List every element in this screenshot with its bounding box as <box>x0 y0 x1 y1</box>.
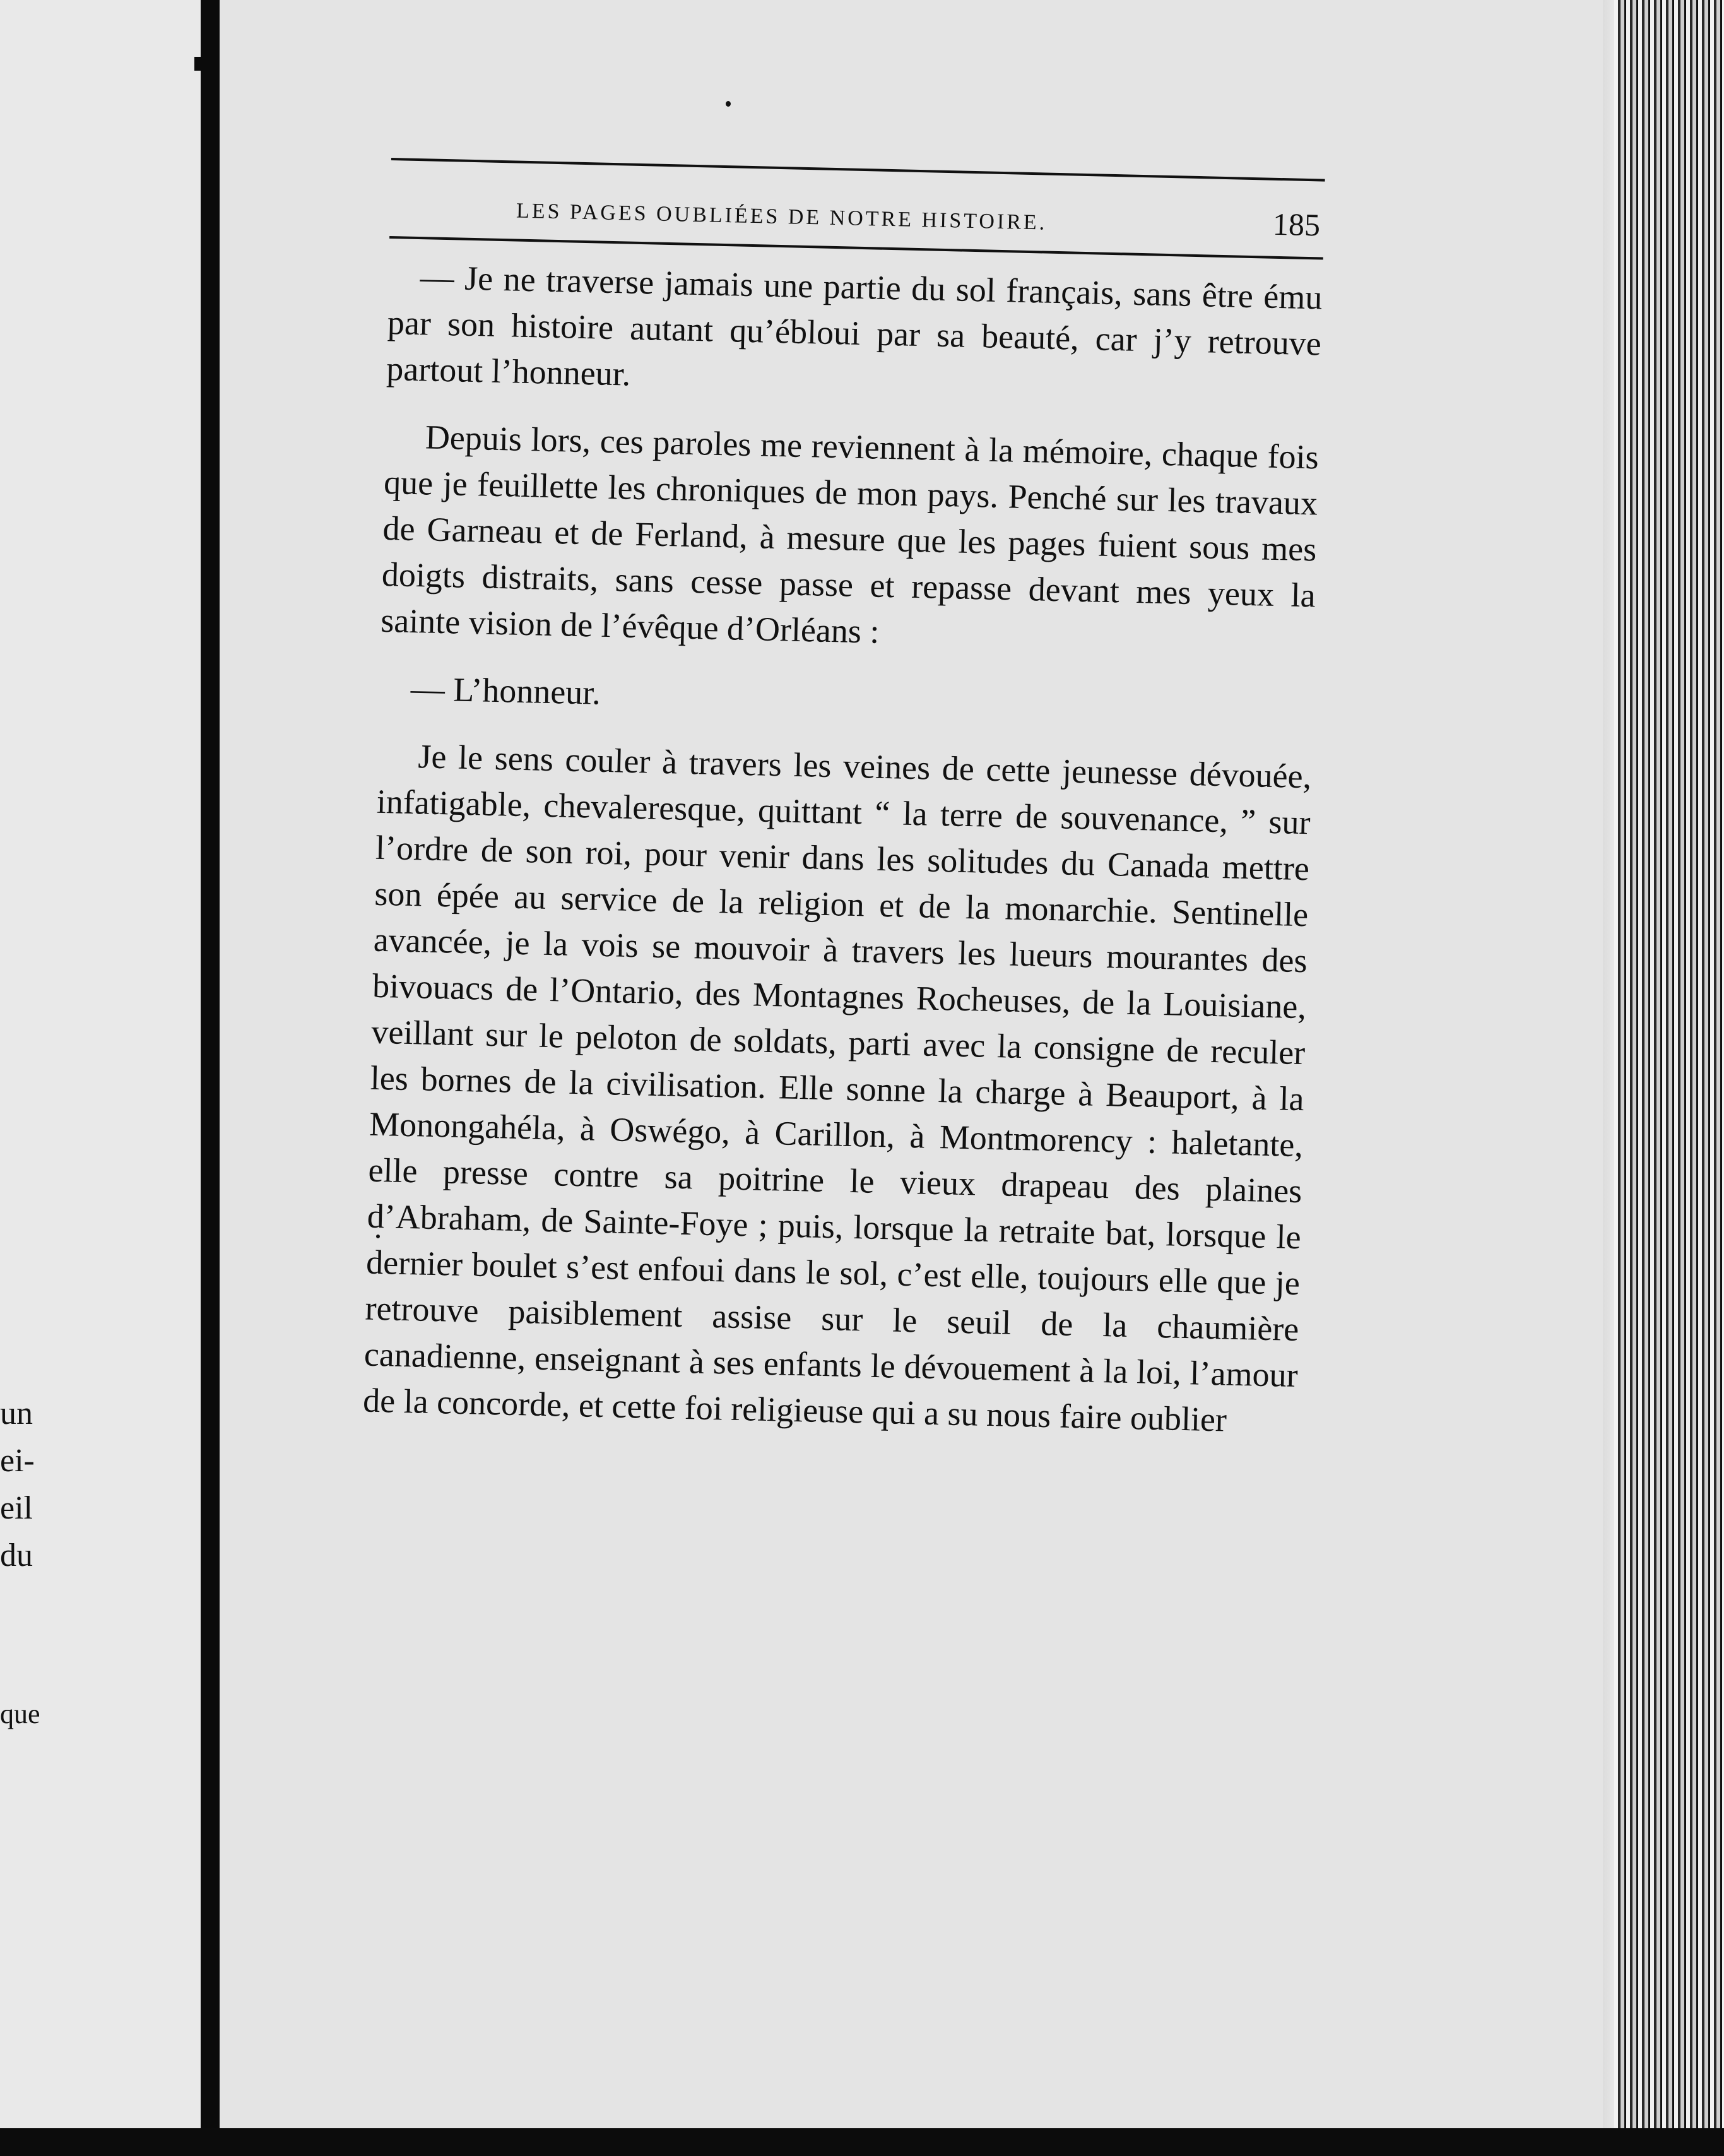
body-text <box>362 254 1323 1445</box>
paragraph: Depuis lors, ces paroles me reviennent à la mémoire, chaque fois que je feuillette les chroniques de mon pays. Penché sur les travaux de Garneau et de Ferland, à mesure que les pages fuient sous mes doigts distraits, sans cesse passe et repasse devant mes yeux la sainte vision de l’évêque d’Orléans : <box>380 418 1320 651</box>
running-head: LES PAGES OUBLIÉES DE NOTRE HISTOIRE. <box>516 199 1048 235</box>
gutter-notch <box>194 57 212 71</box>
page-content <box>362 158 1325 1466</box>
left-page-fragment: eil <box>0 1490 33 1526</box>
paragraph: — L’honneur. <box>410 669 601 712</box>
bottom-shadow <box>0 2128 1724 2156</box>
left-page-fragment: que <box>0 1698 40 1729</box>
left-facing-page <box>0 0 201 2156</box>
book-gutter <box>201 0 220 2156</box>
paragraph: Je le sens couler à travers les veines de cette jeunesse dévouée, infatigable, chevaleresque, quittant “ la terre de souvenance, ” sur l’ordre de son roi, pour venir dans les solitudes du Canada mettre son épée au service de la religion et de la monarchie. Sentinelle avancée, je la vois se mouvoir à travers les lueurs mourantes des bivouacs de l’Ontario, des Montagnes Rocheuses, de la Louisiane, veillant sur le peloton de soldats, parti avec la consigne de reculer les bornes de la civilisation. Elle sonne la charge à Beauport, à la Monongahéla, à Oswégo, à Carillon, à Montmorency : haletante, elle presse contre sa poitrine le vieux drapeau des plaines d’Abraham, de Sainte-Foye ; puis, lorsque la retraite bat, lorsque le dernier boulet s’est enfoui dans le sol, c’est elle, toujours elle que je retrouve paisiblement assise sur le seuil de la chaumière canadienne, enseignant à ses enfants le dévouement à la loi, l’amour de la concorde, et cette foi religieuse qui a su nous faire oublier <box>362 737 1312 1439</box>
page-stack-edges <box>1614 0 1724 2156</box>
left-page-fragment: ei- <box>0 1443 35 1479</box>
left-page-fragment: du <box>0 1537 33 1573</box>
paragraph: — Je ne traverse jamais une partie du sol français, sans être ému par son histoire autant qu’ébloui par sa beauté, car j’y retrouve partout l’honneur. <box>386 258 1323 393</box>
page-number: 185 <box>1272 206 1321 243</box>
ink-speck <box>726 101 731 107</box>
left-page-fragment: un <box>0 1395 33 1431</box>
